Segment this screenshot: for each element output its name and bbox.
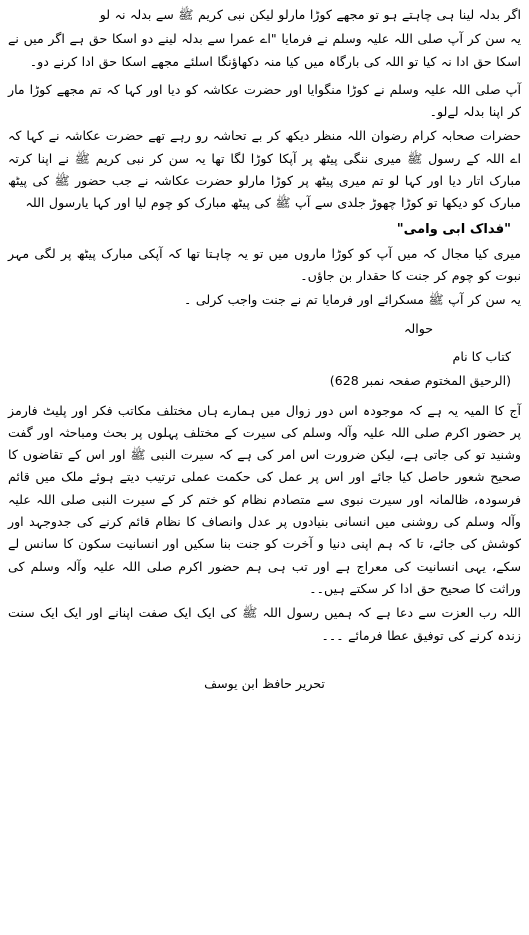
reference-label: حوالہ [403, 320, 433, 336]
book-reference: (الرحیق المختوم صفحہ نمبر 628) [329, 372, 511, 388]
book-label: کتاب کا نام [452, 348, 511, 364]
paragraph-6: یہ سن کر آپ ﷺ مسکرائے اور فرمایا تم نے جنت واجب کرلی ۔ [183, 292, 521, 308]
paragraph-3: آپ صلی اللہ علیہ وسلم نے کوڑا منگوایا اور حضرت عکاشہ کو دیا اور کہا کہ تم مجھے کوڑا مار کر اپنا بدلہ لےلو۔ [8, 81, 521, 120]
paragraph-4: حضرات صحابہ کرام رضوان اللہ منظر دیکھ کر بے تحاشہ رو رہے تھے حضرت عکاشہ نے کہا کہ اے اللہ کے رسول ﷺ میری ننگی پیٹھ پر آپکا کوڑا لگا تھا یہ سن کر نبی کریم ﷺ نے اپنا کرتہ مبارک اتار دیا اور کہا لو تم میری پیٹھ پر کوڑا مارلو حضرت عکاشہ نے جب حضور ﷺ کی پیٹھ مبارک کو دیکھا تو کوڑا چھوڑ جلدی سے آپ ﷺ کی پیٹھ مبارک کو چوم لیا اور کہا یارسول اللہ [8, 128, 521, 211]
paragraph-5: میری کیا مجال کہ میں آپ کو کوڑا ماروں میں تو یہ چاہتا تھا کہ آپکی مبارک پیٹھ پر لگی مہر نبوت کو چوم کر جنت کا حقدار بن جاؤں۔ [8, 245, 521, 283]
paragraph-2: یہ سن کر آپ صلی اللہ علیہ وسلم نے فرمایا "اے عمرا سے بدلہ لینے دو اسکا حق ہے اگر میں نے اسکا حق ادا نہ کیا تو اللہ کی بارگاہ میں کیا منہ دکھاؤنگا اسلئے مجھے اسکا حق ادا کرنے دو۔ [8, 31, 521, 69]
closing-paragraph-2: اللہ رب العزت سے دعا ہے کہ ہمیں رسول اللہ ﷺ کی ایک ایک صفت اپنانے اور ایک ایک سنت زندہ کرنے کی توفیق عطا فرمائے ۔۔۔ [8, 605, 521, 643]
author-signature: تحریر حافظ ابن یوسف [204, 675, 325, 691]
closing-paragraph-1: آج کا المیہ یہ ہے کہ موجودہ اس دور زوال میں ہمارے ہاں مختلف مکاتب فکر اور پلیٹ فارمز پر حضور اکرم صلی اللہ علیہ وآلہ وسلم کی سیرت کے مختلف پہلوں پر بحث ومباحثہ اور گفت وشنید تو کی جاتی ہے، لیکن ضرورت اس امر کی ہے کہ سیرت النبی ﷺ اور اس کے تقاضوں کا صحیح شعور حاصل کیا جائے اور اس پر عمل کی حکمت عملی ترتیب دیتے ہوئے ملک میں قائم فرسودہ، ظالمانہ اور سیرت نبوی سے متصادم نظام کو ختم کر کے سیرت النبی صلی اللہ علیہ وآلہ وسلم کی روشنی میں انسانی بنیادوں پر عدل وانصاف کا نظام قائم کرنے کی جدوجہد اور کوشش کی جائے، تا کہ ہم اپنی دنیا و آخرت کو جنت بنا سکیں اور انسانیت سکون کا سانس لے سکے، یہی انسانیت کی معراج ہے اور تب ہی ہم حضور اکرم صلی اللہ علیہ وآلہ وسلم کی وراثت کا صحیح حق ادا کر سکتے ہیں۔۔ [8, 402, 521, 596]
paragraph-1: اگر بدلہ لینا ہی چاہتے ہو تو مجھے کوڑا مارلو لیکن نبی کریم ﷺ سے بدلہ نہ لو [99, 7, 521, 22]
quote-line: "فداک ابی وامی" [396, 221, 511, 237]
